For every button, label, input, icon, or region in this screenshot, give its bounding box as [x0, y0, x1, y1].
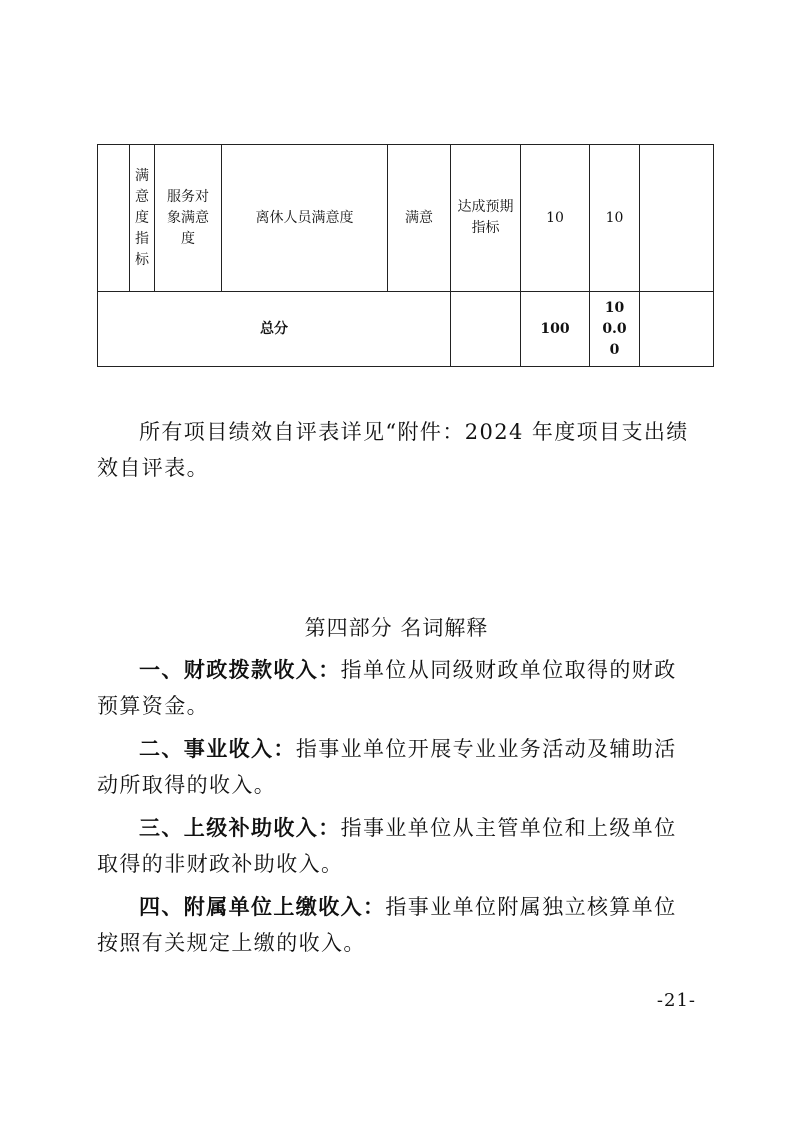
definition-text: 指单位从同级财政单位取得的财政预算资金。: [97, 658, 677, 718]
definition-1: [97, 652, 697, 724]
total-cell-actual: [451, 292, 521, 367]
table-cell-level3: 服务对象满意度: [155, 145, 222, 292]
table-cell-indicator: 离休人员满意度: [222, 145, 388, 292]
section-title: 第四部分 名词解释: [304, 616, 489, 640]
table-cell-remark: [640, 145, 714, 292]
table-row: [98, 145, 714, 292]
definition-2: [97, 731, 697, 803]
table-cell-level2: 满意度指标: [130, 145, 155, 292]
definition-text: 指事业单位从主管单位和上级单位取得的非财政补助收入。: [97, 816, 677, 876]
total-weight: 100: [521, 292, 590, 367]
definition-text: 指事业单位开展专业业务活动及辅助活动所取得的收入。: [97, 737, 677, 797]
definition-text: 指事业单位附属独立核算单位按照有关规定上缴的收入。: [97, 895, 677, 955]
total-label: 总分: [98, 292, 451, 367]
definition-3: [97, 810, 697, 882]
definition-term: 四、附属单位上缴收入：: [139, 895, 386, 919]
definition-term: 一、财政拨款收入：: [139, 658, 341, 682]
performance-table: [97, 144, 714, 367]
table-row-total: [98, 292, 714, 367]
definition-term: 二、事业收入：: [139, 737, 296, 761]
table-cell-weight: 10: [521, 145, 590, 292]
table-cell-category: [98, 145, 130, 292]
note-paragraph: 所有项目绩效自评表详见“附件：2024 年度项目支出绩效自评表。: [97, 420, 689, 480]
table-cell-target: 满意: [388, 145, 451, 292]
definition-4: [97, 889, 697, 961]
definition-term: 三、上级补助收入：: [139, 816, 341, 840]
total-cell-remark: [640, 292, 714, 367]
table-cell-actual: 达成预期指标: [451, 145, 521, 292]
page-number: -21-: [656, 990, 696, 1011]
table-cell-score: 10: [590, 145, 640, 292]
total-score-cell: 100.00: [590, 292, 640, 367]
